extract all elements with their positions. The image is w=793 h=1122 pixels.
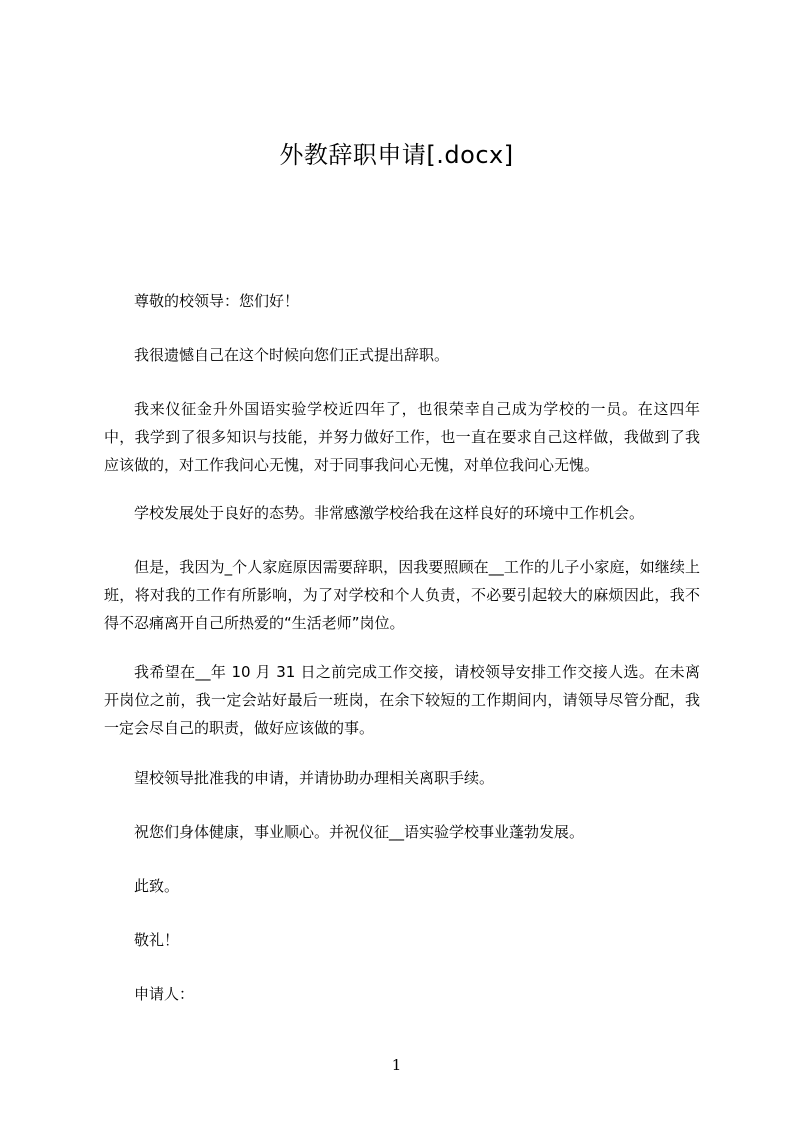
closing: 此致。 — [134, 877, 180, 895]
document-title: 外教辞职申请[.docx] — [279, 141, 514, 169]
regards: 敬礼！ — [134, 931, 180, 949]
page-number: 1 — [391, 1056, 402, 1074]
paragraph-2: 我来仪征金升外国语实验学校近四年了，也很荣幸自己成为学校的一员。在这四年中，我学到了很多知识与技能，并努力做好工作，也一直在要求自己这样做，我做到了我应该做的，对工作我问心无愧，对于同事我问心无愧，对单位我问心无愧。 — [104, 400, 700, 474]
paragraph-7: 祝您们身体健康，事业顺心。并祝仪征__语实验学校事业蓬勃发展。 — [134, 823, 585, 841]
applicant-label: 申请人： — [134, 985, 195, 1003]
paragraph-5: 我希望在__年 10 月 31 日之前完成工作交接，请校领导安排工作交接人选。在未离开岗位之前，我一定会站好最后一班岗，在余下较短的工作期间内，请领导尽管分配，我一定会尽自己的职责，做好应该做的事。 — [104, 663, 700, 737]
paragraph-4: 但是，我因为_个人家庭原因需要辞职，因我要照顾在__工作的儿子小家庭，如继续上班，将对我的工作有所影响，为了对学校和个人负责，不必要引起较大的麻烦因此，我不得不忍痛离开自己所热爱的“生活老师”岗位。 — [104, 558, 700, 632]
paragraph-3: 学校发展处于良好的态势。非常感激学校给我在这样良好的环境中工作机会。 — [134, 504, 645, 522]
salutation: 尊敬的校领导：您们好！ — [134, 292, 300, 310]
paragraph-1: 我很遗憾自己在这个时候向您们正式提出辞职。 — [134, 346, 450, 364]
paragraph-6: 望校领导批准我的申请，并请协助办理相关离职手续。 — [134, 769, 495, 787]
